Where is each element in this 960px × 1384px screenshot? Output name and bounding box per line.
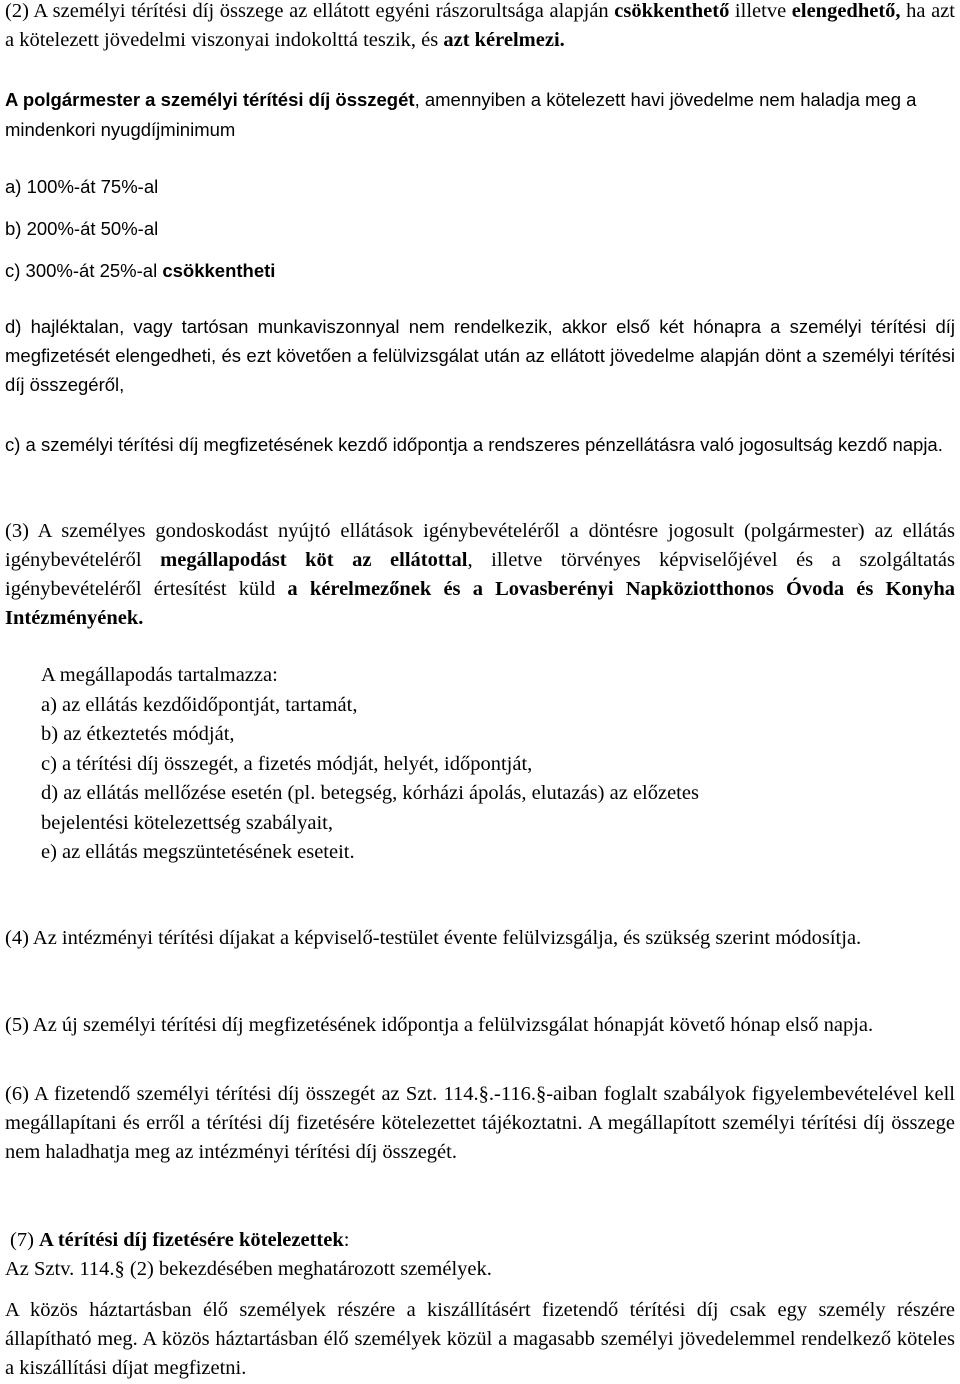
p2-text-3: ha azt a kötelezett jövedelmi viszonyai indokolttá teszik, és <box>5 0 955 51</box>
p3-text-1: (3) A személyes gondoskodást nyújtó ellátások igénybevételéről a döntésre jogosult (polgármester) az ellátás igénybevételéről <box>5 520 955 571</box>
homeless-paragraph: d) hajléktalan, vagy tartósan munkaviszonnyal nem rendelkezik, akkor első két hónapra a személyi térítési díj megfizetését elengedheti, és ezt követően a felülvizsgálat után az ellátott jövedelme alapján dönt a személyi térítési díj összegéről, <box>5 316 955 395</box>
p7-suffix: : <box>343 1229 350 1251</box>
reduction-c-bold: csökkentheti <box>162 260 276 281</box>
paragraph-7-line2: Az Sztv. 114.§ (2) bekezdésében meghatározott személyek. <box>5 1258 492 1280</box>
reduction-c <box>5 256 955 285</box>
agreement-item-e: e) az ellátás megszüntetésének eseteit. <box>41 841 355 863</box>
paragraph-5: (5) Az új személyi térítési díj megfizetésének időpontja a felülvizsgálat hónapját követő hónap első napja. <box>5 1014 874 1036</box>
start-date-paragraph: c) a személyi térítési díj megfizetésének kezdő időpontja a rendszeres pénzellátásra való jogosultság kezdő napja. <box>5 434 943 455</box>
paragraph-3 <box>5 517 955 633</box>
p3-bold-2: a kérelmezőnek és a Lovasberényi Napköziotthonos Óvoda és Konyha Intézményének. <box>5 578 955 629</box>
p2-text-1: (2) A személyi térítési díj összege az ellátott egyéni rászorultsága alapján <box>5 0 615 22</box>
p7-bold: A térítési díj fizetésére kötelezettek <box>39 1229 344 1251</box>
p3-bold-1: megállapodást köt az ellátottal <box>160 549 468 571</box>
p2-bold-2: elengedhető, <box>791 0 901 22</box>
agreement-title: A megállapodás tartalmazza: <box>41 664 278 686</box>
paragraph-7-heading <box>10 1226 960 1255</box>
p2-bold-3: azt kérelmezi. <box>443 29 565 51</box>
paragraph-4: (4) Az intézményi térítési díjakat a képviselő-testület évente felülvizsgálja, és szükség szerint módosítja. <box>5 927 862 949</box>
mayor-bold: A polgármester a személyi térítési díj összegét <box>5 89 415 110</box>
p2-bold-1: csökkenthető <box>614 0 730 22</box>
household-paragraph: A közös háztartásban élő személyek részére a kiszállításért fizetendő térítési díj csak egy személy részére állapítható meg. A közös háztartásban élő személyek közül a magasabb személyi jövedelemmel rendelkező köteles a kiszállítási díjat megfizetni. <box>5 1299 955 1379</box>
agreement-list <box>41 661 941 868</box>
mayor-text: , amennyiben a kötelezett havi jövedelme nem haladja meg a mindenkori nyugdíjminimum <box>5 89 917 140</box>
mayor-paragraph <box>5 85 955 145</box>
p2-text-2: illetve <box>729 0 792 22</box>
p7-prefix: (7) <box>10 1229 40 1251</box>
reduction-b: b) 200%-át 50%-al <box>5 218 159 239</box>
agreement-item-a: a) az ellátás kezdőidőpontját, tartamát, <box>41 693 358 716</box>
paragraph-2 <box>5 0 955 55</box>
agreement-item-d-line2: bejelentési kötelezettség szabályait, <box>41 811 333 834</box>
reduction-a: a) 100%-át 75%-al <box>5 176 159 197</box>
paragraph-6: (6) A fizetendő személyi térítési díj összegét az Szt. 114.§.-116.§-aiban foglalt szabályok figyelembevételével kell megállapítani és erről a térítési díj fizetésére kötelezettet tájékoztatni. A megállapított személyi térítési díj összege nem haladhatja meg az intézményi térítési díj összegét. <box>5 1083 955 1163</box>
agreement-item-b: b) az étkeztetés módját, <box>41 723 235 745</box>
agreement-item-c: c) a térítési díj összegét, a fizetés módját, helyét, időpontját, <box>41 752 533 775</box>
reduction-c-text: c) 300%-át 25%-al <box>5 260 163 281</box>
agreement-item-d-line1: d) az ellátás mellőzése esetén (pl. betegség, kórházi ápolás, elutazás) az előzetes <box>41 782 699 804</box>
p3-text-2: , illetve törvényes képviselőjével és a szolgáltatás igénybevételéről értesítést küld <box>5 549 955 600</box>
